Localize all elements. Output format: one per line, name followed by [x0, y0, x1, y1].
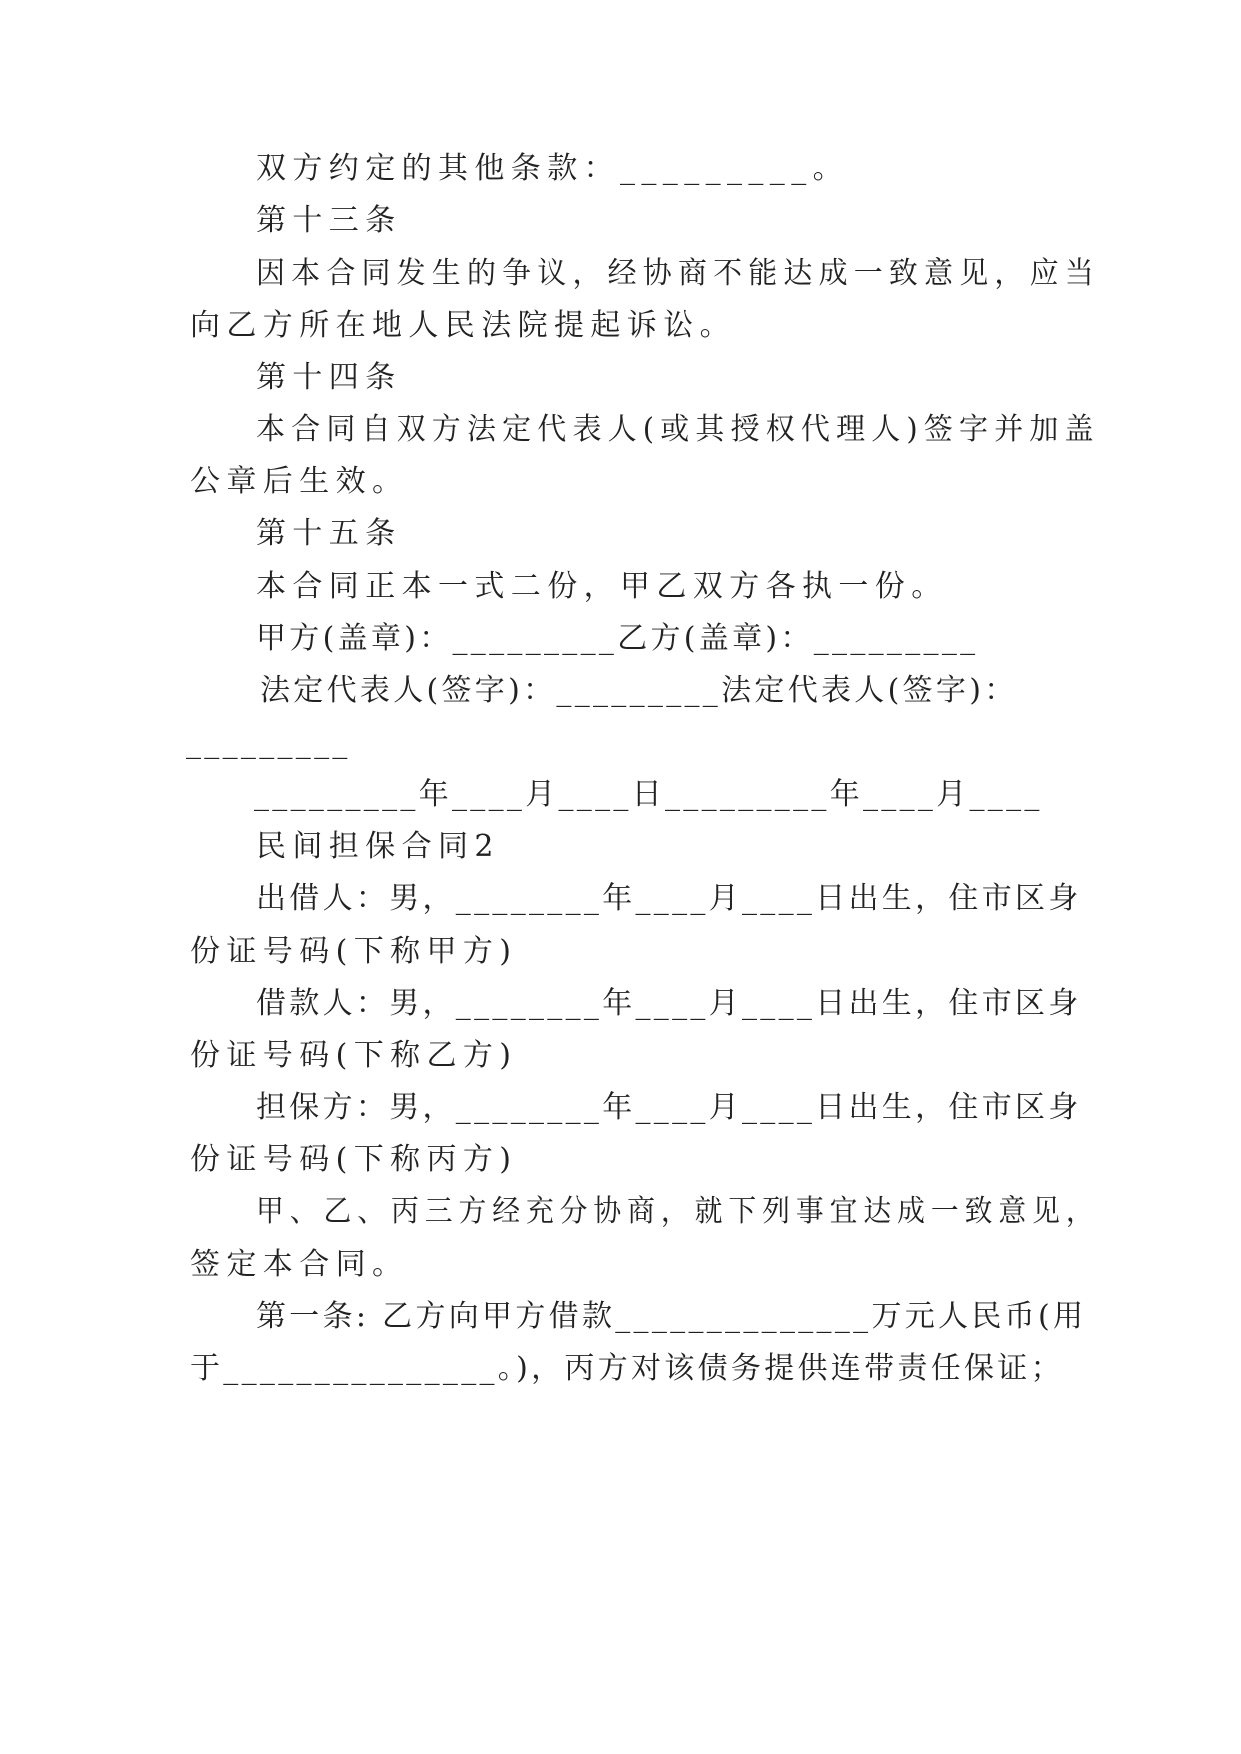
article-13-text-line-1: 因本合同发生的争议，经协商不能达成一致意见，应当 — [256, 256, 1100, 291]
article-14-text-line-2: 公章后生效。 — [190, 464, 409, 499]
agreement-preamble-line-1: 甲、乙、丙三方经充分协商，就下列事宜达成一致意见， — [256, 1194, 1100, 1229]
article-14-heading: 第十四条 — [256, 360, 402, 395]
article-13-heading: 第十三条 — [256, 203, 402, 238]
contract-2-title: 民间担保合同2 — [256, 829, 500, 864]
article-14-text-line-1: 本合同自双方法定代表人(或其授权代理人)签字并加盖 — [256, 412, 1100, 447]
borrower-info-line-2: 份证号码(下称乙方) — [190, 1038, 518, 1073]
guarantor-info-line-2: 份证号码(下称丙方) — [190, 1142, 518, 1177]
article-1-text-line-1: 第一条: 乙方向甲方借款______________万元人民币(用 — [256, 1299, 1087, 1334]
article-1-text-line-2: 于_______________。)，丙方对该债务提供连带责任保证； — [190, 1351, 1064, 1386]
clause-other-terms: 双方约定的其他条款：_________。 — [256, 151, 849, 186]
legal-representative-signature-line: 法定代表人(签字)：_________法定代表人(签字)： — [260, 673, 1018, 708]
agreement-preamble-line-2: 签定本合同。 — [190, 1247, 409, 1282]
party-seal-line: 甲方(盖章)：_________乙方(盖章)：_________ — [256, 621, 979, 656]
lender-info-line-2: 份证号码(下称甲方) — [190, 934, 518, 969]
article-13-text-line-2: 向乙方所在地人民法院提起诉讼。 — [190, 308, 736, 343]
lender-info-line-1: 出借人：男，________年____月____日出生，住市区身 — [256, 881, 1082, 916]
article-15-heading: 第十五条 — [256, 516, 402, 551]
signature-blank-continuation: _________ — [186, 725, 351, 760]
guarantor-info-line-1: 担保方：男，________年____月____日出生，住市区身 — [256, 1090, 1082, 1125]
signing-date-line: _________年____月____日_________年____月____ — [254, 777, 1043, 812]
article-15-text: 本合同正本一式二份，甲乙双方各执一份。 — [256, 569, 948, 604]
borrower-info-line-1: 借款人：男，________年____月____日出生，住市区身 — [256, 986, 1082, 1021]
